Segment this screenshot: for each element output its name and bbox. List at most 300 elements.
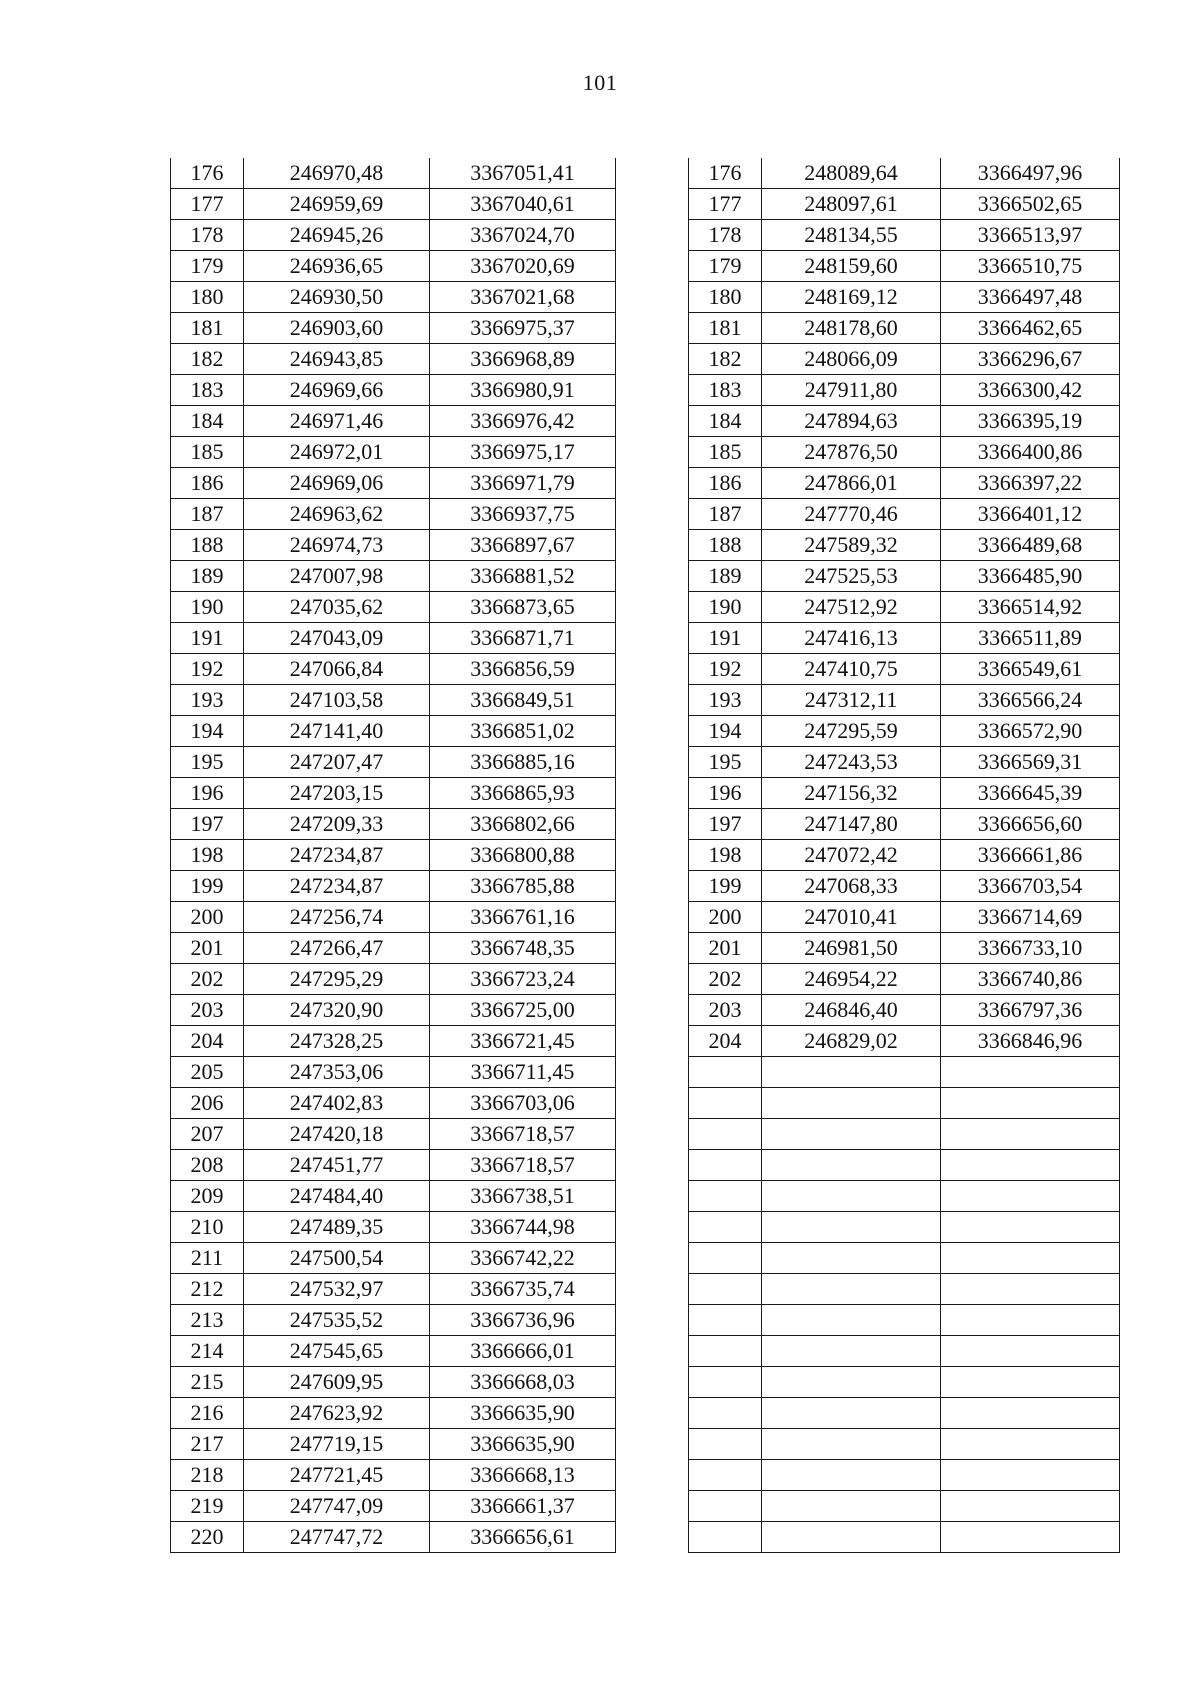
y-coordinate-cell: 3367020,69 — [430, 251, 616, 282]
y-coordinate-cell: 3366497,96 — [941, 158, 1120, 189]
table-row — [171, 902, 616, 933]
x-coordinate-cell — [762, 1491, 941, 1522]
x-coordinate-cell: 247770,46 — [762, 499, 941, 530]
table-row — [689, 1491, 1120, 1522]
y-coordinate-cell: 3366975,37 — [430, 313, 616, 344]
x-coordinate-cell: 247623,92 — [244, 1398, 430, 1429]
x-coordinate-cell — [762, 1367, 941, 1398]
point-number-cell: 213 — [171, 1305, 244, 1336]
x-coordinate-cell: 247747,72 — [244, 1522, 430, 1553]
y-coordinate-cell: 3366661,37 — [430, 1491, 616, 1522]
table-row — [689, 1212, 1120, 1243]
x-coordinate-cell: 247451,77 — [244, 1150, 430, 1181]
y-coordinate-cell: 3366897,67 — [430, 530, 616, 561]
y-coordinate-cell: 3366645,39 — [941, 778, 1120, 809]
table-row — [689, 406, 1120, 437]
y-coordinate-cell: 3366976,42 — [430, 406, 616, 437]
table-row — [689, 902, 1120, 933]
x-coordinate-cell: 247103,58 — [244, 685, 430, 716]
y-coordinate-cell: 3366668,03 — [430, 1367, 616, 1398]
table-row — [171, 1026, 616, 1057]
table-row — [689, 468, 1120, 499]
y-coordinate-cell: 3367040,61 — [430, 189, 616, 220]
table-row — [171, 1243, 616, 1274]
x-coordinate-cell: 247410,75 — [762, 654, 941, 685]
point-number-cell: 209 — [171, 1181, 244, 1212]
x-coordinate-cell: 247010,41 — [762, 902, 941, 933]
x-coordinate-cell — [762, 1212, 941, 1243]
point-number-cell: 198 — [171, 840, 244, 871]
table-row — [689, 499, 1120, 530]
point-number-cell: 186 — [171, 468, 244, 499]
page-number: 101 — [582, 70, 618, 95]
x-coordinate-cell — [762, 1305, 941, 1336]
x-coordinate-cell: 247295,29 — [244, 964, 430, 995]
x-coordinate-cell: 248169,12 — [762, 282, 941, 313]
point-number-cell: 179 — [689, 251, 762, 282]
table-row — [689, 623, 1120, 654]
x-coordinate-cell: 247234,87 — [244, 871, 430, 902]
table-row — [689, 747, 1120, 778]
table-row — [689, 1398, 1120, 1429]
point-number-cell — [689, 1522, 762, 1553]
point-number-cell: 218 — [171, 1460, 244, 1491]
y-coordinate-cell — [941, 1522, 1120, 1553]
y-coordinate-cell: 3366703,06 — [430, 1088, 616, 1119]
x-coordinate-cell: 247295,59 — [762, 716, 941, 747]
x-coordinate-cell: 247911,80 — [762, 375, 941, 406]
point-number-cell: 187 — [171, 499, 244, 530]
point-number-cell: 195 — [689, 747, 762, 778]
y-coordinate-cell — [941, 1119, 1120, 1150]
point-number-cell: 193 — [689, 685, 762, 716]
point-number-cell: 203 — [171, 995, 244, 1026]
x-coordinate-cell: 246954,22 — [762, 964, 941, 995]
x-coordinate-cell — [762, 1119, 941, 1150]
table-row — [689, 592, 1120, 623]
point-number-cell: 211 — [171, 1243, 244, 1274]
table-row — [689, 1274, 1120, 1305]
x-coordinate-cell: 248089,64 — [762, 158, 941, 189]
x-coordinate-cell: 247156,32 — [762, 778, 941, 809]
y-coordinate-cell — [941, 1150, 1120, 1181]
table-row — [689, 561, 1120, 592]
table-row — [689, 1460, 1120, 1491]
x-coordinate-cell: 247328,25 — [244, 1026, 430, 1057]
y-coordinate-cell — [941, 1243, 1120, 1274]
x-coordinate-cell: 246970,48 — [244, 158, 430, 189]
table-row — [171, 1367, 616, 1398]
x-coordinate-cell: 246829,02 — [762, 1026, 941, 1057]
point-number-cell: 190 — [171, 592, 244, 623]
y-coordinate-cell: 3366721,45 — [430, 1026, 616, 1057]
table-row — [171, 375, 616, 406]
point-number-cell: 194 — [689, 716, 762, 747]
point-number-cell: 179 — [171, 251, 244, 282]
point-number-cell: 201 — [171, 933, 244, 964]
point-number-cell: 206 — [171, 1088, 244, 1119]
table-row — [171, 561, 616, 592]
point-number-cell: 192 — [171, 654, 244, 685]
y-coordinate-cell: 3366971,79 — [430, 468, 616, 499]
x-coordinate-cell — [762, 1243, 941, 1274]
table-row — [689, 1181, 1120, 1212]
x-coordinate-cell: 246959,69 — [244, 189, 430, 220]
x-coordinate-cell: 247209,33 — [244, 809, 430, 840]
table-row — [171, 530, 616, 561]
point-number-cell: 203 — [689, 995, 762, 1026]
table-row — [171, 964, 616, 995]
point-number-cell: 202 — [689, 964, 762, 995]
point-number-cell: 217 — [171, 1429, 244, 1460]
point-number-cell: 177 — [689, 189, 762, 220]
y-coordinate-cell: 3367024,70 — [430, 220, 616, 251]
x-coordinate-cell: 247266,47 — [244, 933, 430, 964]
point-number-cell: 191 — [689, 623, 762, 654]
point-number-cell: 180 — [171, 282, 244, 313]
x-coordinate-cell: 247894,63 — [762, 406, 941, 437]
point-number-cell: 207 — [171, 1119, 244, 1150]
x-coordinate-cell: 247525,53 — [762, 561, 941, 592]
point-number-cell: 212 — [171, 1274, 244, 1305]
table-row — [689, 871, 1120, 902]
point-number-cell: 201 — [689, 933, 762, 964]
x-coordinate-cell: 248159,60 — [762, 251, 941, 282]
y-coordinate-cell: 3366851,02 — [430, 716, 616, 747]
table-row — [171, 840, 616, 871]
y-coordinate-cell: 3367051,41 — [430, 158, 616, 189]
y-coordinate-cell: 3366797,36 — [941, 995, 1120, 1026]
y-coordinate-cell: 3366569,31 — [941, 747, 1120, 778]
y-coordinate-cell: 3366296,67 — [941, 344, 1120, 375]
point-number-cell: 198 — [689, 840, 762, 871]
y-coordinate-cell: 3366785,88 — [430, 871, 616, 902]
table-row — [689, 189, 1120, 220]
y-coordinate-cell: 3366873,65 — [430, 592, 616, 623]
point-number-cell: 190 — [689, 592, 762, 623]
table-row — [171, 1336, 616, 1367]
x-coordinate-cell: 247141,40 — [244, 716, 430, 747]
y-coordinate-cell: 3366572,90 — [941, 716, 1120, 747]
table-row — [171, 933, 616, 964]
point-number-cell: 183 — [171, 375, 244, 406]
x-coordinate-cell: 247489,35 — [244, 1212, 430, 1243]
table-row — [171, 468, 616, 499]
table-row — [689, 1150, 1120, 1181]
point-number-cell: 189 — [689, 561, 762, 592]
point-number-cell: 216 — [171, 1398, 244, 1429]
y-coordinate-cell: 3366635,90 — [430, 1398, 616, 1429]
x-coordinate-cell: 246903,60 — [244, 313, 430, 344]
x-coordinate-cell: 246981,50 — [762, 933, 941, 964]
x-coordinate-cell: 247535,52 — [244, 1305, 430, 1336]
table-row — [171, 220, 616, 251]
point-number-cell: 181 — [689, 313, 762, 344]
x-coordinate-cell: 247747,09 — [244, 1491, 430, 1522]
y-coordinate-cell: 3366742,22 — [430, 1243, 616, 1274]
y-coordinate-cell: 3366849,51 — [430, 685, 616, 716]
table-row — [689, 437, 1120, 468]
table-row — [689, 375, 1120, 406]
table-row — [171, 1522, 616, 1553]
point-number-cell: 187 — [689, 499, 762, 530]
point-number-cell — [689, 1243, 762, 1274]
y-coordinate-cell: 3366856,59 — [430, 654, 616, 685]
x-coordinate-cell — [762, 1181, 941, 1212]
y-coordinate-cell: 3366980,91 — [430, 375, 616, 406]
y-coordinate-cell: 3366703,54 — [941, 871, 1120, 902]
y-coordinate-cell — [941, 1491, 1120, 1522]
y-coordinate-cell: 3366800,88 — [430, 840, 616, 871]
table-row — [171, 1181, 616, 1212]
table-row — [171, 778, 616, 809]
point-number-cell: 178 — [689, 220, 762, 251]
point-number-cell: 199 — [689, 871, 762, 902]
x-coordinate-cell: 247203,15 — [244, 778, 430, 809]
y-coordinate-cell: 3366513,97 — [941, 220, 1120, 251]
table-row — [689, 654, 1120, 685]
y-coordinate-cell — [941, 1398, 1120, 1429]
y-coordinate-cell: 3366802,66 — [430, 809, 616, 840]
x-coordinate-cell: 247312,11 — [762, 685, 941, 716]
table-row — [689, 809, 1120, 840]
y-coordinate-cell: 3366733,10 — [941, 933, 1120, 964]
x-coordinate-cell: 248178,60 — [762, 313, 941, 344]
point-number-cell: 196 — [689, 778, 762, 809]
table-row — [689, 1119, 1120, 1150]
point-number-cell: 182 — [689, 344, 762, 375]
point-number-cell: 196 — [171, 778, 244, 809]
y-coordinate-cell: 3366514,92 — [941, 592, 1120, 623]
table-row — [171, 251, 616, 282]
table-row — [689, 1522, 1120, 1553]
table-row — [171, 1398, 616, 1429]
table-row — [689, 716, 1120, 747]
point-number-cell: 210 — [171, 1212, 244, 1243]
table-row — [171, 623, 616, 654]
table-row — [171, 995, 616, 1026]
y-coordinate-cell: 3366497,48 — [941, 282, 1120, 313]
y-coordinate-cell: 3366736,96 — [430, 1305, 616, 1336]
table-row — [171, 1429, 616, 1460]
table-row — [171, 1305, 616, 1336]
y-coordinate-cell: 3367021,68 — [430, 282, 616, 313]
table-row — [689, 530, 1120, 561]
table-row — [171, 716, 616, 747]
y-coordinate-cell: 3366723,24 — [430, 964, 616, 995]
table-row — [171, 406, 616, 437]
x-coordinate-cell: 247066,84 — [244, 654, 430, 685]
table-row — [689, 1367, 1120, 1398]
x-coordinate-cell: 247545,65 — [244, 1336, 430, 1367]
table-row — [689, 251, 1120, 282]
point-number-cell: 214 — [171, 1336, 244, 1367]
y-coordinate-cell — [941, 1367, 1120, 1398]
point-number-cell: 194 — [171, 716, 244, 747]
y-coordinate-cell: 3366400,86 — [941, 437, 1120, 468]
x-coordinate-cell: 247532,97 — [244, 1274, 430, 1305]
table-row — [171, 747, 616, 778]
table-row — [171, 189, 616, 220]
x-coordinate-cell: 246963,62 — [244, 499, 430, 530]
x-coordinate-cell — [762, 1150, 941, 1181]
point-number-cell: 180 — [689, 282, 762, 313]
point-number-cell — [689, 1460, 762, 1491]
x-coordinate-cell: 247147,80 — [762, 809, 941, 840]
y-coordinate-cell: 3366656,60 — [941, 809, 1120, 840]
y-coordinate-cell — [941, 1429, 1120, 1460]
point-number-cell: 185 — [171, 437, 244, 468]
x-coordinate-cell: 247035,62 — [244, 592, 430, 623]
y-coordinate-cell — [941, 1088, 1120, 1119]
table-row — [171, 1088, 616, 1119]
y-coordinate-cell: 3366566,24 — [941, 685, 1120, 716]
point-number-cell: 197 — [689, 809, 762, 840]
table-row — [171, 282, 616, 313]
y-coordinate-cell — [941, 1274, 1120, 1305]
x-coordinate-cell: 247500,54 — [244, 1243, 430, 1274]
x-coordinate-cell: 247072,42 — [762, 840, 941, 871]
x-coordinate-cell: 247353,06 — [244, 1057, 430, 1088]
x-coordinate-cell: 247320,90 — [244, 995, 430, 1026]
x-coordinate-cell: 247007,98 — [244, 561, 430, 592]
table-row — [689, 313, 1120, 344]
x-coordinate-cell: 246969,66 — [244, 375, 430, 406]
x-coordinate-cell: 247876,50 — [762, 437, 941, 468]
point-number-cell: 186 — [689, 468, 762, 499]
point-number-cell: 189 — [171, 561, 244, 592]
y-coordinate-cell: 3366846,96 — [941, 1026, 1120, 1057]
y-coordinate-cell: 3366885,16 — [430, 747, 616, 778]
x-coordinate-cell — [762, 1057, 941, 1088]
y-coordinate-cell — [941, 1212, 1120, 1243]
table-row — [171, 499, 616, 530]
y-coordinate-cell: 3366718,57 — [430, 1119, 616, 1150]
point-number-cell — [689, 1367, 762, 1398]
x-coordinate-cell: 247068,33 — [762, 871, 941, 902]
point-number-cell: 182 — [171, 344, 244, 375]
table-body-left — [171, 158, 616, 1553]
x-coordinate-cell — [762, 1336, 941, 1367]
table-row — [171, 871, 616, 902]
x-coordinate-cell — [762, 1522, 941, 1553]
table-row — [689, 1305, 1120, 1336]
x-coordinate-cell: 247416,13 — [762, 623, 941, 654]
y-coordinate-cell: 3366748,35 — [430, 933, 616, 964]
point-number-cell: 197 — [171, 809, 244, 840]
point-number-cell: 185 — [689, 437, 762, 468]
x-coordinate-cell: 246969,06 — [244, 468, 430, 499]
x-coordinate-cell: 247719,15 — [244, 1429, 430, 1460]
point-number-cell: 215 — [171, 1367, 244, 1398]
table-row — [171, 313, 616, 344]
table-row — [171, 1119, 616, 1150]
y-coordinate-cell: 3366761,16 — [430, 902, 616, 933]
x-coordinate-cell: 247207,47 — [244, 747, 430, 778]
x-coordinate-cell: 247234,87 — [244, 840, 430, 871]
x-coordinate-cell: 247243,53 — [762, 747, 941, 778]
x-coordinate-cell — [762, 1088, 941, 1119]
y-coordinate-cell: 3366744,98 — [430, 1212, 616, 1243]
table-row — [171, 158, 616, 189]
point-number-cell: 192 — [689, 654, 762, 685]
y-coordinate-cell: 3366871,71 — [430, 623, 616, 654]
point-number-cell: 220 — [171, 1522, 244, 1553]
y-coordinate-cell: 3366401,12 — [941, 499, 1120, 530]
x-coordinate-cell: 247402,83 — [244, 1088, 430, 1119]
x-coordinate-cell: 247866,01 — [762, 468, 941, 499]
table-row — [171, 1491, 616, 1522]
point-number-cell — [689, 1274, 762, 1305]
y-coordinate-cell: 3366968,89 — [430, 344, 616, 375]
x-coordinate-cell: 246972,01 — [244, 437, 430, 468]
x-coordinate-cell — [762, 1429, 941, 1460]
point-number-cell: 195 — [171, 747, 244, 778]
y-coordinate-cell: 3366718,57 — [430, 1150, 616, 1181]
point-number-cell — [689, 1088, 762, 1119]
point-number-cell: 177 — [171, 189, 244, 220]
y-coordinate-cell: 3366485,90 — [941, 561, 1120, 592]
y-coordinate-cell: 3366711,45 — [430, 1057, 616, 1088]
y-coordinate-cell: 3366714,69 — [941, 902, 1120, 933]
point-number-cell: 188 — [689, 530, 762, 561]
y-coordinate-cell: 3366661,86 — [941, 840, 1120, 871]
x-coordinate-cell: 247484,40 — [244, 1181, 430, 1212]
point-number-cell: 188 — [171, 530, 244, 561]
y-coordinate-cell: 3366666,01 — [430, 1336, 616, 1367]
y-coordinate-cell: 3366668,13 — [430, 1460, 616, 1491]
point-number-cell: 178 — [171, 220, 244, 251]
point-number-cell: 193 — [171, 685, 244, 716]
y-coordinate-cell — [941, 1460, 1120, 1491]
table-row — [689, 1429, 1120, 1460]
y-coordinate-cell: 3366549,61 — [941, 654, 1120, 685]
x-coordinate-cell: 247512,92 — [762, 592, 941, 623]
x-coordinate-cell: 247043,09 — [244, 623, 430, 654]
table-row — [171, 1274, 616, 1305]
x-coordinate-cell: 246846,40 — [762, 995, 941, 1026]
table-row — [689, 344, 1120, 375]
table-row — [171, 1460, 616, 1491]
y-coordinate-cell: 3366300,42 — [941, 375, 1120, 406]
x-coordinate-cell — [762, 1398, 941, 1429]
table-row — [171, 592, 616, 623]
table-row — [689, 282, 1120, 313]
point-number-cell: 176 — [689, 158, 762, 189]
table-row — [689, 840, 1120, 871]
x-coordinate-cell — [762, 1460, 941, 1491]
x-coordinate-cell: 248097,61 — [762, 189, 941, 220]
y-coordinate-cell: 3366502,65 — [941, 189, 1120, 220]
x-coordinate-cell: 246943,85 — [244, 344, 430, 375]
point-number-cell: 204 — [689, 1026, 762, 1057]
y-coordinate-cell: 3366881,52 — [430, 561, 616, 592]
x-coordinate-cell: 247609,95 — [244, 1367, 430, 1398]
point-number-cell: 184 — [171, 406, 244, 437]
x-coordinate-cell: 247256,74 — [244, 902, 430, 933]
table-body-right — [689, 158, 1120, 1553]
y-coordinate-cell — [941, 1336, 1120, 1367]
table-row — [171, 1212, 616, 1243]
x-coordinate-cell: 247721,45 — [244, 1460, 430, 1491]
point-number-cell: 200 — [171, 902, 244, 933]
x-coordinate-cell: 248066,09 — [762, 344, 941, 375]
table-row — [171, 654, 616, 685]
point-number-cell — [689, 1212, 762, 1243]
y-coordinate-cell — [941, 1181, 1120, 1212]
y-coordinate-cell: 3366738,51 — [430, 1181, 616, 1212]
point-number-cell — [689, 1057, 762, 1088]
